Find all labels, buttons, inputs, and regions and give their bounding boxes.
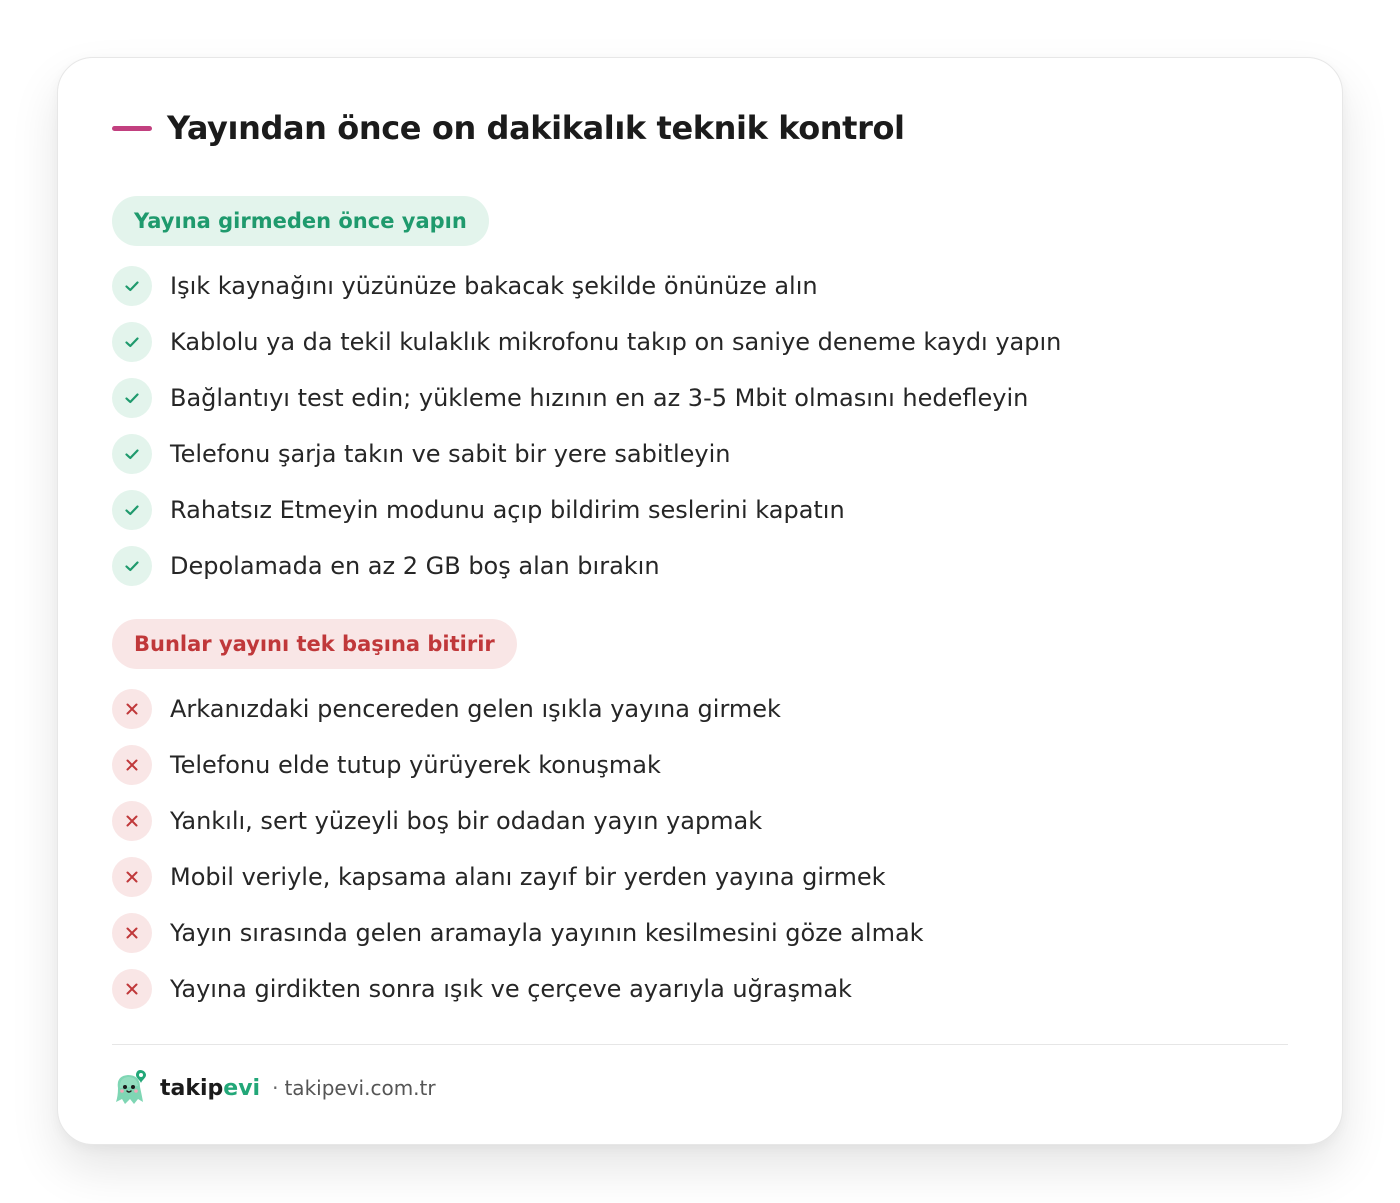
x-icon	[112, 913, 152, 953]
do-item	[112, 546, 1288, 586]
do-item-text: Işık kaynağını yüzünüze bakacak şekilde önünüze alın	[170, 272, 818, 300]
do-list	[112, 266, 1288, 586]
dont-item-text: Arkanızdaki pencereden gelen ışıkla yayına girmek	[170, 695, 781, 723]
do-item	[112, 434, 1288, 474]
x-icon	[112, 801, 152, 841]
footer-site-link[interactable]: takipevi.com.tr	[284, 1076, 436, 1100]
check-icon	[112, 266, 152, 306]
title-row	[112, 108, 905, 148]
do-item-text: Depolamada en az 2 GB boş alan bırakın	[170, 552, 660, 580]
do-item	[112, 490, 1288, 530]
brand-name-accent: evi	[223, 1075, 261, 1101]
title-accent-bar	[112, 126, 152, 131]
do-section	[112, 196, 1288, 602]
do-item	[112, 266, 1288, 306]
x-icon	[112, 745, 152, 785]
do-item	[112, 322, 1288, 362]
dont-list	[112, 689, 1288, 1009]
dont-item-text: Yayın sırasında gelen aramayla yayının kesilmesini göze almak	[170, 919, 924, 947]
checklist-card	[57, 57, 1343, 1145]
footer-divider	[112, 1044, 1288, 1045]
do-item-text: Rahatsız Etmeyin modunu açıp bildirim seslerini kapatın	[170, 496, 845, 524]
dont-item	[112, 857, 1288, 897]
x-icon	[112, 969, 152, 1009]
footer-separator: ·	[272, 1076, 279, 1100]
do-item	[112, 378, 1288, 418]
dont-item	[112, 689, 1288, 729]
check-icon	[112, 322, 152, 362]
do-item-text: Bağlantıyı test edin; yükleme hızının en az 3-5 Mbit olmasını hedefleyin	[170, 384, 1029, 412]
dont-item	[112, 913, 1288, 953]
x-icon	[112, 857, 152, 897]
dont-item-text: Yankılı, sert yüzeyli boş bir odadan yayın yapmak	[170, 807, 763, 835]
do-item-text: Telefonu şarja takın ve sabit bir yere sabitleyin	[170, 440, 731, 468]
dont-section-heading: Bunlar yayını tek başına bitirir	[112, 619, 517, 669]
page-title: Yayından önce on dakikalık teknik kontrol	[167, 109, 905, 147]
dont-item-text: Yayına girdikten sonra ışık ve çerçeve ayarıyla uğraşmak	[170, 975, 852, 1003]
mascot-logo-icon	[112, 1066, 148, 1110]
do-item-text: Kablolu ya da tekil kulaklık mikrofonu takıp on saniye deneme kaydı yapın	[170, 328, 1062, 356]
do-section-heading: Yayına girmeden önce yapın	[112, 196, 489, 246]
dont-section	[112, 619, 1288, 1025]
brand-name-main: takip	[160, 1075, 224, 1101]
dont-item	[112, 745, 1288, 785]
check-icon	[112, 378, 152, 418]
brand-name	[160, 1076, 260, 1101]
dont-item-text: Mobil veriyle, kapsama alanı zayıf bir yerden yayına girmek	[170, 863, 886, 891]
footer	[112, 1066, 436, 1110]
x-icon	[112, 689, 152, 729]
check-icon	[112, 434, 152, 474]
dont-item	[112, 969, 1288, 1009]
check-icon	[112, 546, 152, 586]
dont-item	[112, 801, 1288, 841]
check-icon	[112, 490, 152, 530]
dont-item-text: Telefonu elde tutup yürüyerek konuşmak	[170, 751, 661, 779]
